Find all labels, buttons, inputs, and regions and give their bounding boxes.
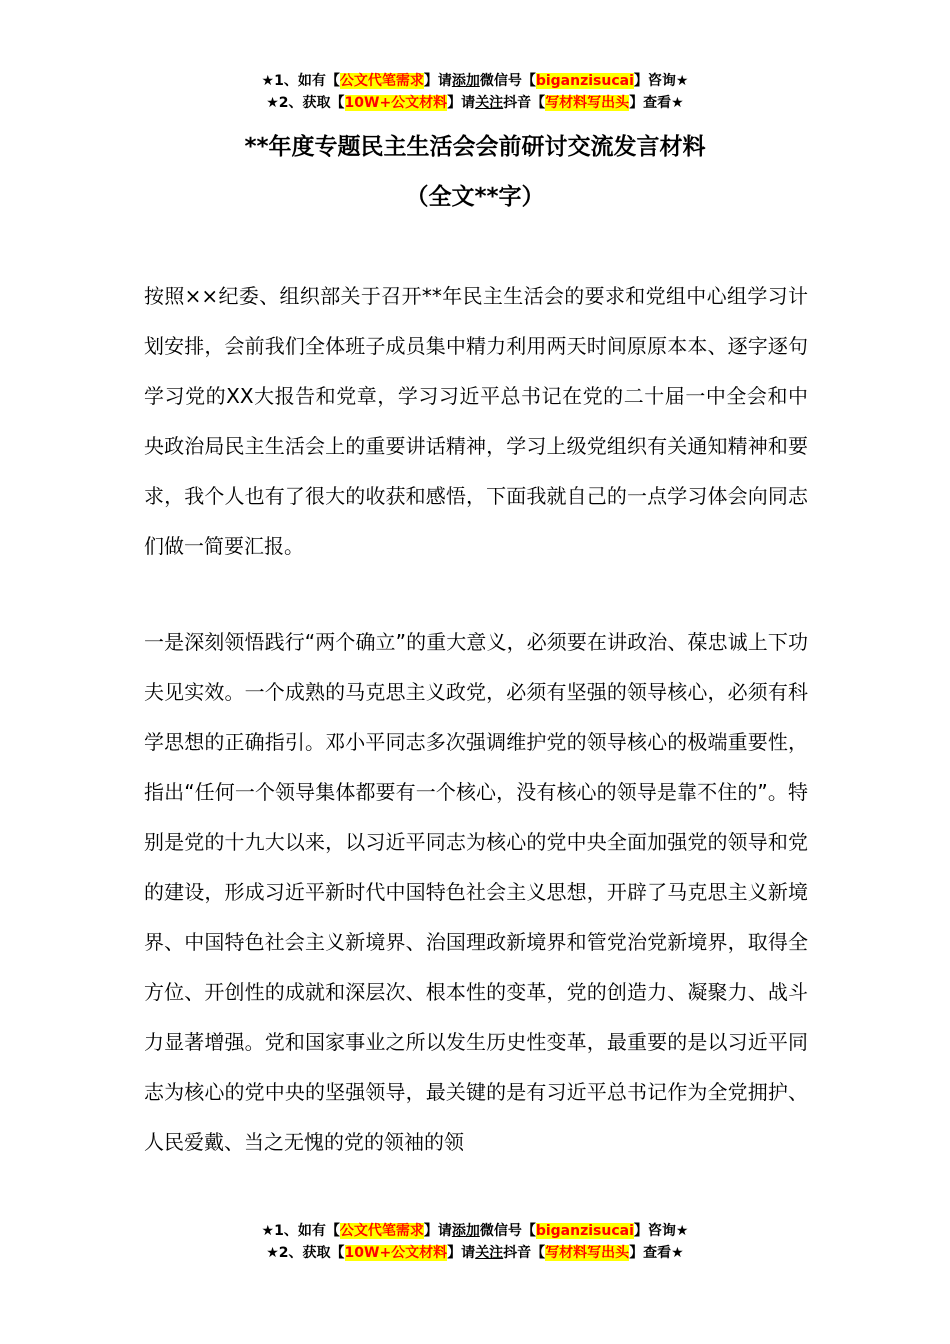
highlight-service: 公文代笔需求 bbox=[339, 73, 424, 89]
highlight-douyin: 写材料写出头 bbox=[545, 95, 630, 111]
highlight-douyin: 写材料写出头 bbox=[545, 1245, 630, 1261]
promo-banner-bottom bbox=[0, 1220, 950, 1264]
highlight-materials: 10W+公文材料 bbox=[344, 1245, 448, 1261]
promo-line-1: ★1、如有【公文代笔需求】请添加微信号【biganzisucai】咨询★ bbox=[261, 73, 689, 89]
highlight-materials: 10W+公文材料 bbox=[344, 95, 448, 111]
highlight-wechat-id: biganzisucai bbox=[535, 73, 634, 89]
promo-line-1: ★1、如有【公文代笔需求】请添加微信号【biganzisucai】咨询★ bbox=[261, 1223, 689, 1239]
promo-banner-top bbox=[0, 70, 950, 114]
body-paragraph-2: 一是深刻领悟践行“两个确立”的重大意义，必须要在讲政治、葆忠诚上下功夫见实效。一个成熟的马克思主义政党，必须有坚强的领导核心，必须有科学思想的正确指引。邓小平同志多次强调维护党的领导核心的极端重要性，指出“任何一个领导集体都要有一个核心，没有核心的领导是靠不住的”。特别是党的十九大以来，以习近平同志为核心的党中央全面加强党的领导和党的建设，形成习近平新时代中国特色社会主义思想，开辟了马克思主义新境界、中国特色社会主义新境界、治国理政新境界和管党治党新境界，取得全方位、开创性的成就和深层次、根本性的变革，党的创造力、凝聚力、战斗力显著增强。党和国家事业之所以发生历史性变革，最重要的是以习近平同志为核心的党中央的坚强领导，最关键的是有习近平总书记作为全党拥护、人民爱戴、当之无愧的党的领袖的领 bbox=[144, 630, 808, 1154]
promo-line-2: ★2、获取【10W+公文材料】请关注抖音【写材料写出头】查看★ bbox=[266, 95, 684, 111]
highlight-wechat-id: biganzisucai bbox=[535, 1223, 634, 1239]
body-paragraph-1: 按照××纪委、组织部关于召开**年民主生活会的要求和党组中心组学习计划安排，会前我们全体班子成员集中精力利用两天时间原原本本、逐字逐句学习党的XX大报告和党章，学习习近平总书记在党的二十届一中全会和中央政治局民主生活会上的重要讲话精神，学习上级党组织有关通知精神和要求，我个人也有了很大的收获和感悟，下面我就自己的一点学习体会向同志们做一简要汇报。 bbox=[144, 284, 808, 558]
document-subtitle: （全文**字） bbox=[405, 184, 545, 210]
document-title: **年度专题民主生活会会前研讨交流发言材料 bbox=[244, 134, 706, 160]
promo-line-2: ★2、获取【10W+公文材料】请关注抖音【写材料写出头】查看★ bbox=[266, 1245, 684, 1261]
highlight-service: 公文代笔需求 bbox=[339, 1223, 424, 1239]
